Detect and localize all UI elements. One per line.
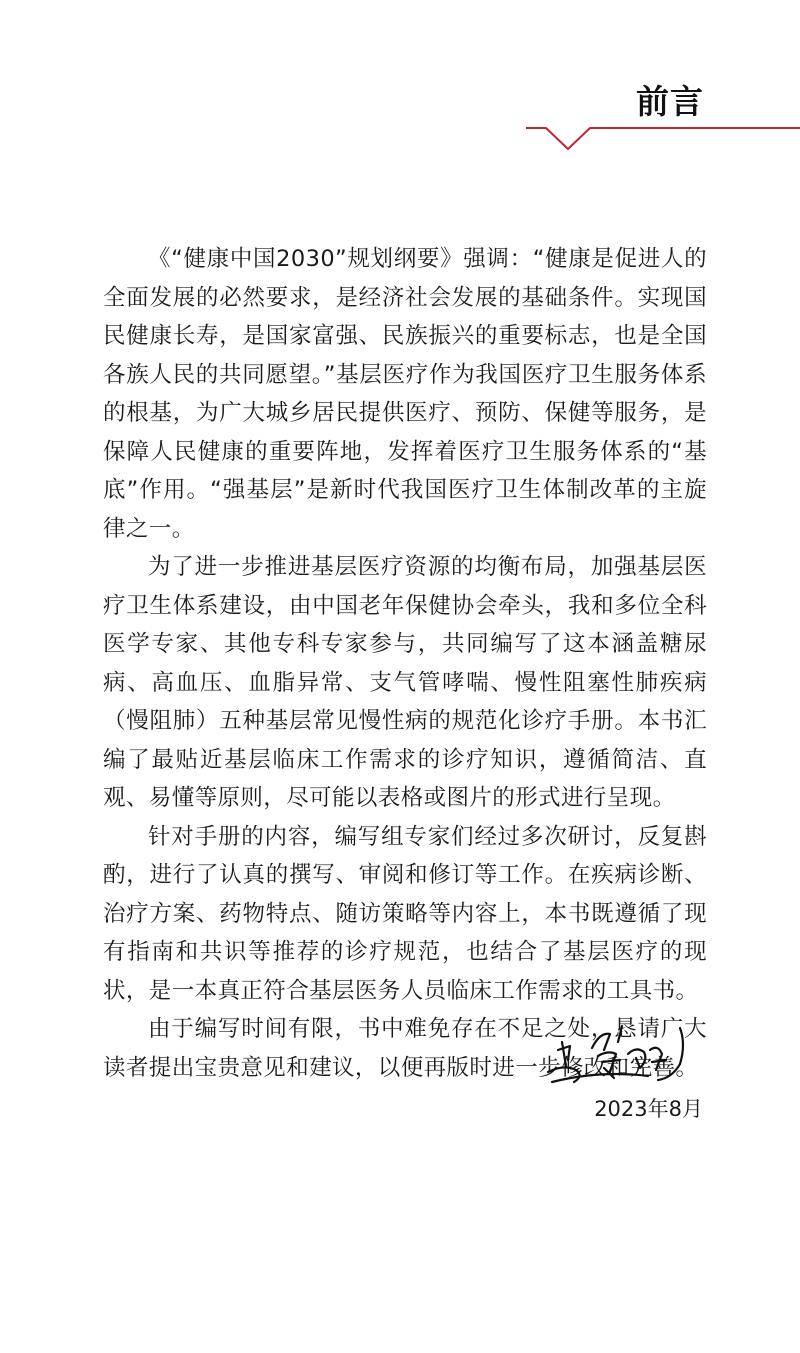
title-divider [0,0,800,160]
paragraph: 《“健康中国2030”规划纲要》强调：“健康是促进人的全面发展的必然要求，是经济社会发展的基础条件。实现国民健康长寿，是国家富强、民族振兴的重要标志，也是全国各族人民的共同愿望。”基层医疗作为我国医疗卫生服务体系的根基，为广大城乡居民提供医疗、预防、保健等服务，是保障人民健康的重要阵地，发挥着医疗卫生服务体系的“基底”作用。“强基层”是新时代我国医疗卫生体制改革的主旋律之一。 [103,246,707,542]
paragraph: 针对手册的内容，编写组专家们经过多次研讨，反复斟酌，进行了认真的撰写、审阅和修订等工作。在疾病诊断、治疗方案、药物特点、随访策略等内容上，本书既遵循了现有指南和共识等推荐的诊疗规范，也结合了基层医疗的现状，是一本真正符合基层医务人员临床工作需求的工具书。 [103,823,707,1004]
date-label: 2023年8月 [594,1097,703,1121]
paragraph: 为了进一步推进基层医疗资源的均衡布局，加强基层医疗卫生体系建设，由中国老年保健协会牵头，我和多位全科医学专家、其他专科专家参与，共同编写了这本涵盖糖尿病、高血压、血脂异常、支气管哮喘、慢性阻塞性肺疾病（慢阻肺）五种基层常见慢性病的规范化诊疗手册。本书汇编了最贴近基层临床工作需求的诊疗知识，遵循简洁、直观、易懂等原则，尽可能以表格或图片的形式进行呈现。 [103,554,707,811]
handwritten-signature [540,1020,700,1092]
paragraph: 由于编写时间有限，书中难免存在不足之处，恳请广大读者提出宝贵意见和建议，以便再版时进一步修改和完善。 [103,1016,707,1081]
preface-body [103,240,707,1087]
page-title: 前言 [636,82,704,121]
